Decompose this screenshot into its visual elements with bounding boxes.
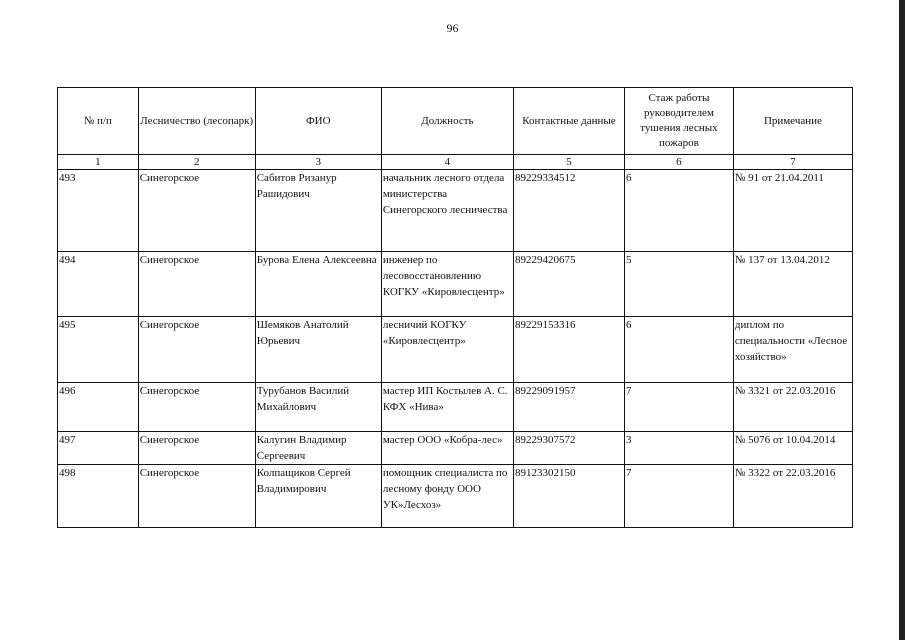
experience-cell: 3 — [624, 432, 733, 465]
header-fio: ФИО — [255, 88, 381, 155]
forestry-cell: Синегорское — [138, 465, 255, 528]
note-cell: № 137 от 13.04.2012 — [733, 252, 852, 317]
contact-cell: 89229334512 — [513, 170, 624, 252]
row-number-cell: 497 — [58, 432, 139, 465]
fio-cell: Бурова Елена Алексеевна — [255, 252, 381, 317]
header-forestry: Лесничество (лесопарк) — [138, 88, 255, 155]
column-number: 4 — [381, 155, 513, 170]
row-number-cell: 494 — [58, 252, 139, 317]
position-cell: инженер по лесовосстановлению КОГКУ «Кировлесцентр» — [381, 252, 513, 317]
column-number: 2 — [138, 155, 255, 170]
experience-cell: 5 — [624, 252, 733, 317]
contact-cell: 89229420675 — [513, 252, 624, 317]
table-row — [58, 383, 853, 432]
table-row — [58, 317, 853, 383]
table-row — [58, 465, 853, 528]
column-number: 5 — [513, 155, 624, 170]
contact-cell: 89229091957 — [513, 383, 624, 432]
fio-cell: Сабитов Ризанур Рашидович — [255, 170, 381, 252]
header-position: Должность — [381, 88, 513, 155]
row-number-cell: 493 — [58, 170, 139, 252]
contact-cell: 89229307572 — [513, 432, 624, 465]
table-row — [58, 170, 853, 252]
table-row — [58, 252, 853, 317]
forestry-cell: Синегорское — [138, 432, 255, 465]
fio-cell: Колпащиков Сергей Владимирович — [255, 465, 381, 528]
note-cell: № 5076 от 10.04.2014 — [733, 432, 852, 465]
column-number-row — [58, 155, 853, 170]
position-cell: мастер ООО «Кобра-лес» — [381, 432, 513, 465]
position-cell: начальник лесного отдела министерства Синегорского лесничества — [381, 170, 513, 252]
forestry-cell: Синегорское — [138, 383, 255, 432]
scan-edge-border — [899, 0, 905, 640]
fio-cell: Турубанов Василий Михайлович — [255, 383, 381, 432]
experience-cell: 7 — [624, 383, 733, 432]
forestry-cell: Синегорское — [138, 170, 255, 252]
experience-cell: 7 — [624, 465, 733, 528]
column-number: 1 — [58, 155, 139, 170]
contact-cell: 89229153316 — [513, 317, 624, 383]
note-cell: № 91 от 21.04.2011 — [733, 170, 852, 252]
experience-cell: 6 — [624, 317, 733, 383]
table-row — [58, 432, 853, 465]
header-experience: Стаж работы руководителем тушения лесных пожаров — [624, 88, 733, 155]
note-cell: диплом по специальности «Лесное хозяйство» — [733, 317, 852, 383]
fire-managers-table — [57, 87, 853, 528]
fio-cell: Шемяков Анатолий Юрьевич — [255, 317, 381, 383]
column-number: 3 — [255, 155, 381, 170]
forestry-cell: Синегорское — [138, 317, 255, 383]
forestry-cell: Синегорское — [138, 252, 255, 317]
position-cell: лесничий КОГКУ «Кировлесцентр» — [381, 317, 513, 383]
row-number-cell: 498 — [58, 465, 139, 528]
header-note: Примечание — [733, 88, 852, 155]
position-cell: помощник специалиста по лесному фонду ООО УК»Лесхоз» — [381, 465, 513, 528]
contact-cell: 89123302150 — [513, 465, 624, 528]
position-cell: мастер ИП Костылев А. С. КФХ «Нива» — [381, 383, 513, 432]
fio-cell: Калугин Владимир Сергеевич — [255, 432, 381, 465]
note-cell: № 3322 от 22.03.2016 — [733, 465, 852, 528]
page-number: 96 — [446, 21, 459, 35]
experience-cell: 6 — [624, 170, 733, 252]
table-header-row — [58, 88, 853, 155]
column-number: 7 — [733, 155, 852, 170]
note-cell: № 3321 от 22.03.2016 — [733, 383, 852, 432]
column-number: 6 — [624, 155, 733, 170]
row-number-cell: 496 — [58, 383, 139, 432]
header-number: № п/п — [58, 88, 139, 155]
header-contact: Контактные данные — [513, 88, 624, 155]
row-number-cell: 495 — [58, 317, 139, 383]
